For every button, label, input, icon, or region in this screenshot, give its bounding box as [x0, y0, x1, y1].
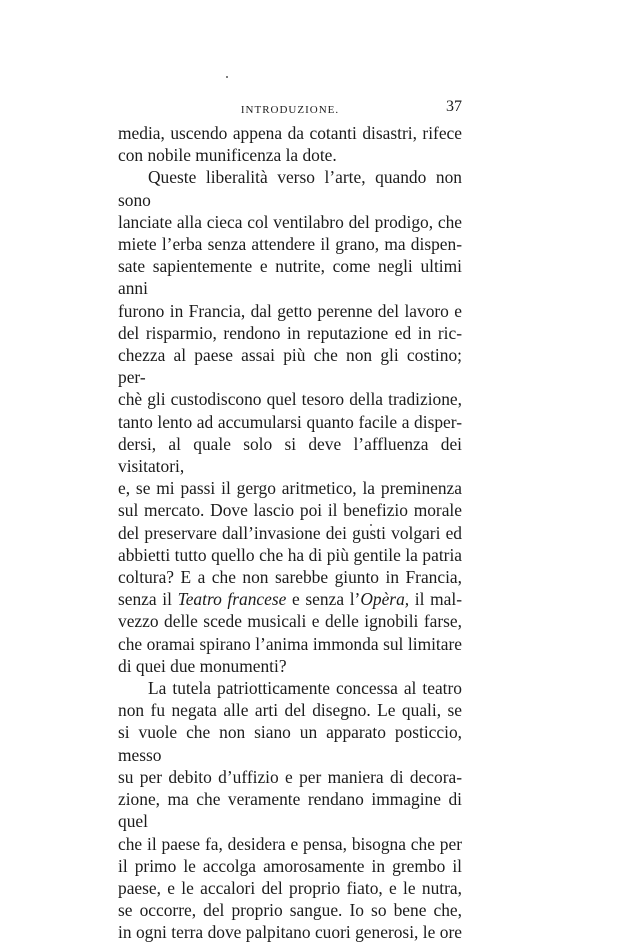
text-line: paese, e le accalori del proprio fiato, e le nutra,: [118, 877, 462, 898]
text-line: si vuole che non siano un apparato posticcio, messo: [118, 722, 462, 765]
text-line-with-italics: [118, 588, 462, 610]
text-line: e, se mi passi il gergo aritmetico, la preminenza: [118, 478, 462, 499]
text-line: che il paese fa, desidera e pensa, bisogna che per: [118, 833, 462, 854]
italic-title-teatro-francese: Teatro francese: [177, 589, 287, 610]
text-line: miete l’erba senza attendere il grano, ma dispen-: [118, 234, 462, 255]
text-line: sate sapientemente e nutrite, come negli ultimi anni: [118, 256, 462, 299]
text-line: media, uscendo appena da cotanti disastri, rifece: [118, 123, 462, 143]
text-line: tanto lento ad accumularsi quanto facile a disper-: [118, 411, 462, 432]
text-segment: il mal-: [409, 589, 462, 610]
text-line: sul mercato. Dove lascio poi il benefizio morale: [118, 500, 462, 521]
text-line: il primo le accolga amorosamente in grembo il: [118, 855, 462, 876]
text-segment: senza il: [118, 589, 178, 610]
text-line: su per debito d’uffizio e per maniera di decora-: [118, 766, 462, 787]
text-line: vezzo delle scede musicali e delle ignobili farse,: [118, 611, 462, 632]
text-line: del risparmio, rendono in reputazione ed in ric-: [118, 322, 462, 343]
text-line: del preservare dall’invasione dei gusti volgari ed: [118, 522, 462, 543]
page-number: 37: [446, 98, 462, 115]
text-segment: e senza l’: [286, 589, 361, 610]
body-text: [118, 122, 462, 944]
text-line: furono in Francia, dal getto perenne del lavoro e: [118, 300, 462, 321]
text-line: se occorre, del proprio sangue. Io so bene che,: [118, 900, 462, 921]
text-line: in ogni terra dove palpitano cuori generosi, le ore: [118, 922, 462, 943]
text-line: dersi, al quale solo si deve l’affluenza dei visitatori,: [118, 433, 462, 477]
text-line: chè gli custodiscono quel tesoro della tradizione,: [118, 389, 462, 410]
text-line: coltura? E a che non sarebbe giunto in Francia,: [118, 567, 462, 588]
text-line: lanciate alla cieca col ventilabro del prodigo, che: [118, 211, 462, 232]
text-line: chezza al paese assai più che non gli costino; per-: [118, 345, 462, 388]
text-line: Queste liberalità verso l’arte, quando non sono: [118, 167, 462, 210]
text-line: La tutela patriotticamente concessa al teatro: [148, 678, 462, 699]
italic-title-opera: Opèra,: [360, 589, 410, 610]
text-line: con nobile munificenza la dote.: [118, 145, 337, 166]
running-head: [118, 98, 462, 118]
text-line: non fu negata alle arti del disegno. Le quali, se: [118, 700, 462, 721]
text-line: abbietti tutto quello che ha di più gentile la patria: [118, 544, 462, 565]
running-title: INTRODUZIONE.: [240, 104, 340, 116]
text-line: zione, ma che veramente rendano immagine di quel: [118, 789, 462, 832]
text-line: che oramai spirano l’anima immonda sul limitare: [118, 633, 462, 654]
print-speck: [226, 76, 228, 78]
text-line: di quei due monumenti?: [118, 655, 287, 676]
